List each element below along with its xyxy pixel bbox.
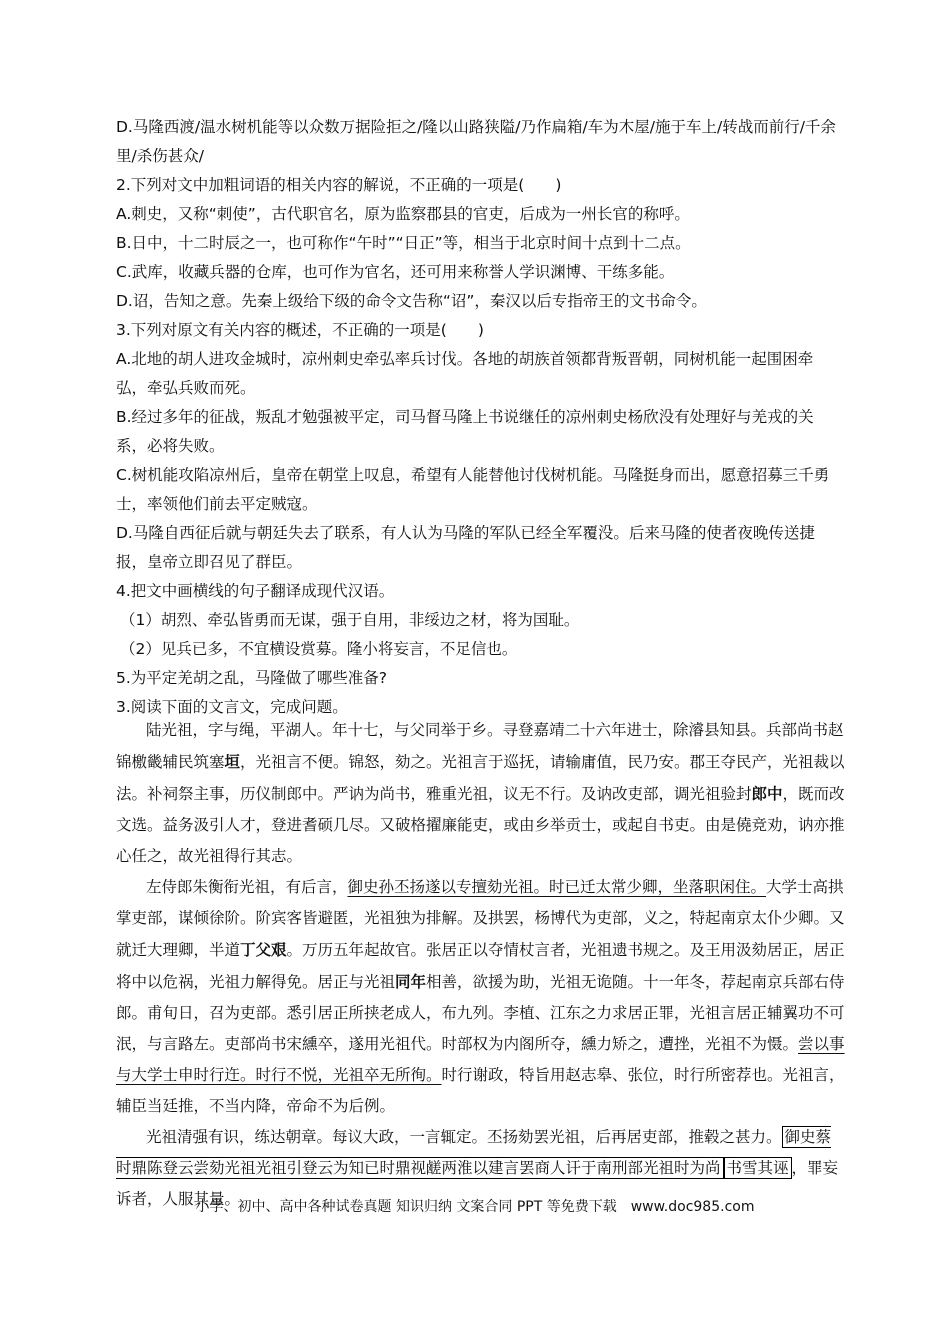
boxed-sentence-segment: 书雪其诬 (724, 1157, 792, 1179)
q2-stem: 2.下列对文中加粗词语的相关内容的解说，不正确的一项是( ) (116, 176, 562, 194)
bold-term: 同年 (395, 972, 427, 991)
q3-option-d: D.马隆自西征后就与朝廷失去了联系，有人认为马隆的军队已经全军覆没。后来马隆的使者夜晚传送捷报，皇帝立即召见了群臣。 (116, 524, 815, 571)
q2-option-b: B.日中，十二时辰之一，也可称作“午时”“日正”等，相当于北京时间十点到十二点。 (116, 234, 691, 252)
bold-term: 垣 (224, 752, 241, 771)
q4-stem: 4.把文中画横线的句子翻译成现代汉语。 (116, 582, 395, 600)
q2-option-d: D.诏，告知之意。先秦上级给下级的命令文告称“诏”，秦汉以后专指帝王的文书命令。 (116, 292, 707, 310)
q3-option-c: C.树机能攻陷凉州后，皇帝在朝堂上叹息，希望有人能替他讨伐树机能。马隆挺身而出，愿意招募三千勇士，率领他们前去平定贼寇。 (116, 466, 830, 513)
bold-term: 郎中 (751, 784, 783, 803)
passage-paragraph-2: 左侍郎朱衡衔光祖，有后言，御史孙丕扬遂以专擅劾光祖。时已迁太常少卿，坐落职闲住。大学士高拱掌吏部，谋倾徐阶。阶宾客皆避匿，光祖独为排解。及拱罢，杨博代为吏部，义之，特起南京太仆少卿。又就迁大理卿，半道丁父艰。万历五年起故官。张居正以夺情杖言者，光祖遗书规之。及王用汲劾居正，居正将中以危祸，光祖力解得免。居正与光祖同年相善，欲援为助，光祖无诡随。十一年冬，荐起南京兵部右侍郎。甫旬日，召为吏部。悉引居正所挟老成人，布九列。李植、江东之力求居正罪，光祖言居正辅翼功不可泯，与言路左。吏部尚书宋纁卒，遂用光祖代。时部权为内阁所夺，纁力矫之，遭挫，光祖不为慑。尝以事与大学士申时行迕。时行不悦，光祖卒无所徇。时行谢政，特旨用赵志皋、张位，时行所密荐也。光祖言，辅臣当廷推，不当内降，帝命不为后例。 (116, 878, 845, 1115)
q2-option-a: A.刺史，又称“刺使”，古代职官名，原为监察郡县的官吏，后成为一州长官的称呼。 (116, 205, 690, 223)
page-footer: 小学、初中、高中各种试卷真题 知识归纳 文案合同 PPT 等免费下载 www.doc985.com (195, 1199, 755, 1215)
classical-passage (116, 715, 846, 1215)
q1-option-d: D.马隆西渡/温水树机能等以众数万据险拒之/隆以山路狭隘/乃作扁箱/车为木屋/施于车上/转战而前行/千余里/杀伤甚众/ (116, 118, 836, 165)
q4-item-2: （2）见兵已多，不宜横设赏募。隆小将妄言，不足信也。 (120, 640, 518, 658)
q5-stem: 5.为平定羌胡之乱，马隆做了哪些准备? (116, 669, 388, 687)
q3-option-a: A.北地的胡人进攻金城时，凉州刺史牵弘率兵讨伐。各地的胡族首领都背叛晋朝，同树机能一起围困牵弘，牵弘兵败而死。 (116, 350, 814, 397)
underlined-sentence-1: 御史孙丕扬遂以专擅劾光祖。时已迁太常少卿，坐落职闲住。 (347, 878, 767, 896)
passage-paragraph-3: 光祖清强有识，练达朝章。每议大政，一言辄定。丕扬劾罢光祖，后再居吏部，推毂之甚力。 御史蔡时鼎陈登云尝劾光祖光祖引登云为知已时鼎视鹾两淮以建言罢商人讦于南刑部光祖时为尚 书雪其诬 ，罪妄诉者，人服其量。 (116, 1128, 839, 1208)
q2-option-c: C.武库，收藏兵器的仓库，也可作为官名，还可用来称誉人学识渊博、干练多能。 (116, 263, 675, 281)
passage-paragraph-1: 陆光祖，字与绳，平湖人。年十七，与父同举于乡。寻登嘉靖二十六年进士，除濬县知县。兵部尚书赵锦檄畿辅民筑塞垣，光祖言不便。锦怒，劾之。光祖言于巡抚，请输庸值，民乃安。郡王夺民产，光祖裁以法。补祠祭主事，历仪制郎中。严讷为尚书，雅重光祖，议无不行。及讷改吏部，调光祖验封郎中，既而改文选。益务汲引人才，登进耆硕几尽。又破格擢廉能吏，或由乡举贡士，或起自书吏。由是僥竞劝，讷亦推心任之，故光祖得行其志。 (116, 721, 845, 865)
q3-stem: 3.下列对原文有关内容的概述，不正确的一项是( ) (116, 321, 484, 339)
underlined-sentence-2: 尝以事与大学士申时行迕。时行不悦，光祖卒无所徇。 (116, 1035, 845, 1084)
boxed-sentence-segment: 御史蔡时鼎陈登云尝劾光祖光祖引登云为知已时鼎视鹾两淮以建言罢商人讦于南刑部光祖时为尚 (116, 1128, 832, 1177)
questions-section (116, 113, 836, 722)
q3-option-b: B.经过多年的征战，叛乱才勉强被平定，司马督马隆上书说继任的凉州刺史杨欣没有处理好与羌戎的关系，必将失败。 (116, 408, 814, 455)
section-3-title: 3.阅读下面的文言文，完成问题。 (116, 698, 348, 716)
bold-term: 丁父艰 (240, 940, 287, 959)
q4-item-1: （1）胡烈、牵弘皆勇而无谋，强于自用，非绥边之材，将为国耻。 (120, 611, 580, 629)
